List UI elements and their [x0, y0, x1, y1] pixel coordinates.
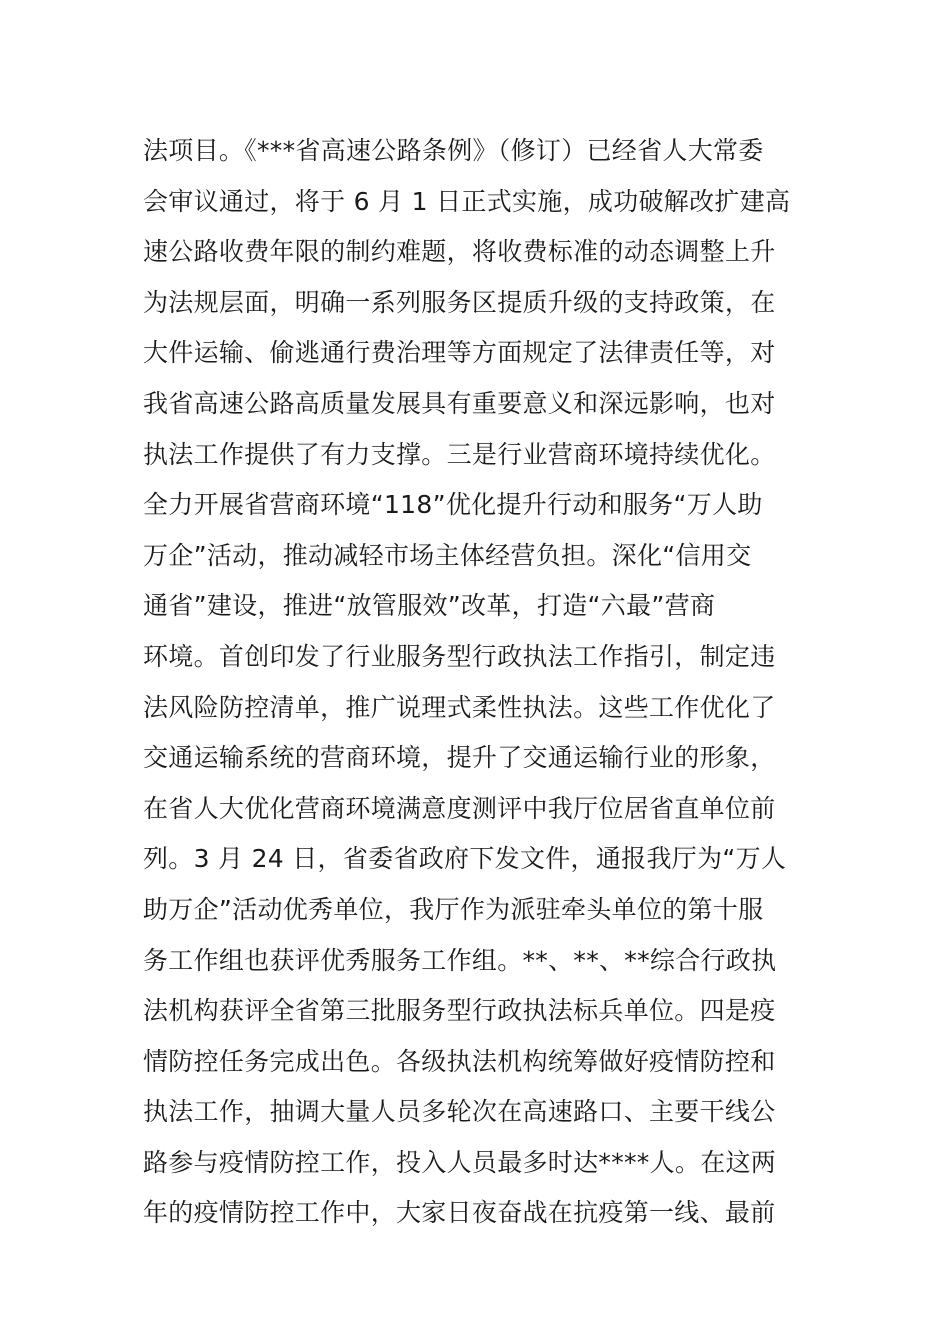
text-line: 我省高速公路高质量发展具有重要意义和深远影响，也对 [143, 388, 776, 418]
text-line: 法项目。《***省高速公路条例》（修订）已经省人大常委 [143, 136, 764, 165]
text-line: 通省”建设，推进“放管服效”改革，打造“六最”营商 [143, 591, 716, 621]
text-line: 务工作组也获评优秀服务工作组。**、**、**综合行政执 [143, 945, 777, 975]
text-line: 法风险防控清单，推广说理式柔性执法。这些工作优化了 [143, 692, 776, 722]
text-line: 执法工作提供了有力支撑。三是行业营商环境持续优化。 [143, 439, 776, 469]
text-line: 大件运输、偷逃通行费治理等方面规定了法律责任等，对 [143, 338, 776, 368]
text-line: 路参与疫情防控工作，投入人员最多时达****人。在这两 [143, 1147, 777, 1177]
text-line: 法机构获评全省第三批服务型行政执法标兵单位。四是疫 [143, 996, 776, 1026]
text-line: 交通运输系统的营商环境，提升了交通运输行业的形象， [143, 743, 776, 773]
text-line: 情防控任务完成出色。各级执法机构统筹做好疫情防控和 [143, 1046, 776, 1076]
text-line: 在省人大优化营商环境满意度测评中我厅位居省直单位前 [143, 793, 776, 823]
text-line: 全力开展省营商环境“118”优化提升行动和服务“万人助 [143, 490, 763, 520]
text-line: 万企”活动，推动减轻市场主体经营负担。深化“信用交 [143, 540, 752, 570]
text-line: 为法规层面，明确一系列服务区提质升级的支持政策，在 [143, 287, 776, 317]
text-line: 助万企”活动优秀单位，我厅作为派驻牵头单位的第十服 [143, 894, 764, 924]
text-line: 速公路收费年限的制约难题，将收费标准的动态调整上升 [143, 237, 776, 267]
text-line: 执法工作，抽调大量人员多轮次在高速路口、主要干线公 [143, 1097, 776, 1127]
text-line: 列。3 月 24 日，省委省政府下发文件，通报我厅为“万人 [143, 844, 787, 874]
body-text [143, 126, 813, 1239]
text-line: 会审议通过，将于 6 月 1 日正式实施，成功破解改扩建高 [143, 186, 791, 216]
text-line: 年的疫情防控工作中，大家日夜奋战在抗疫第一线、最前 [143, 1198, 776, 1228]
text-line: 环境。首创印发了行业服务型行政执法工作指引，制定违 [143, 641, 776, 671]
